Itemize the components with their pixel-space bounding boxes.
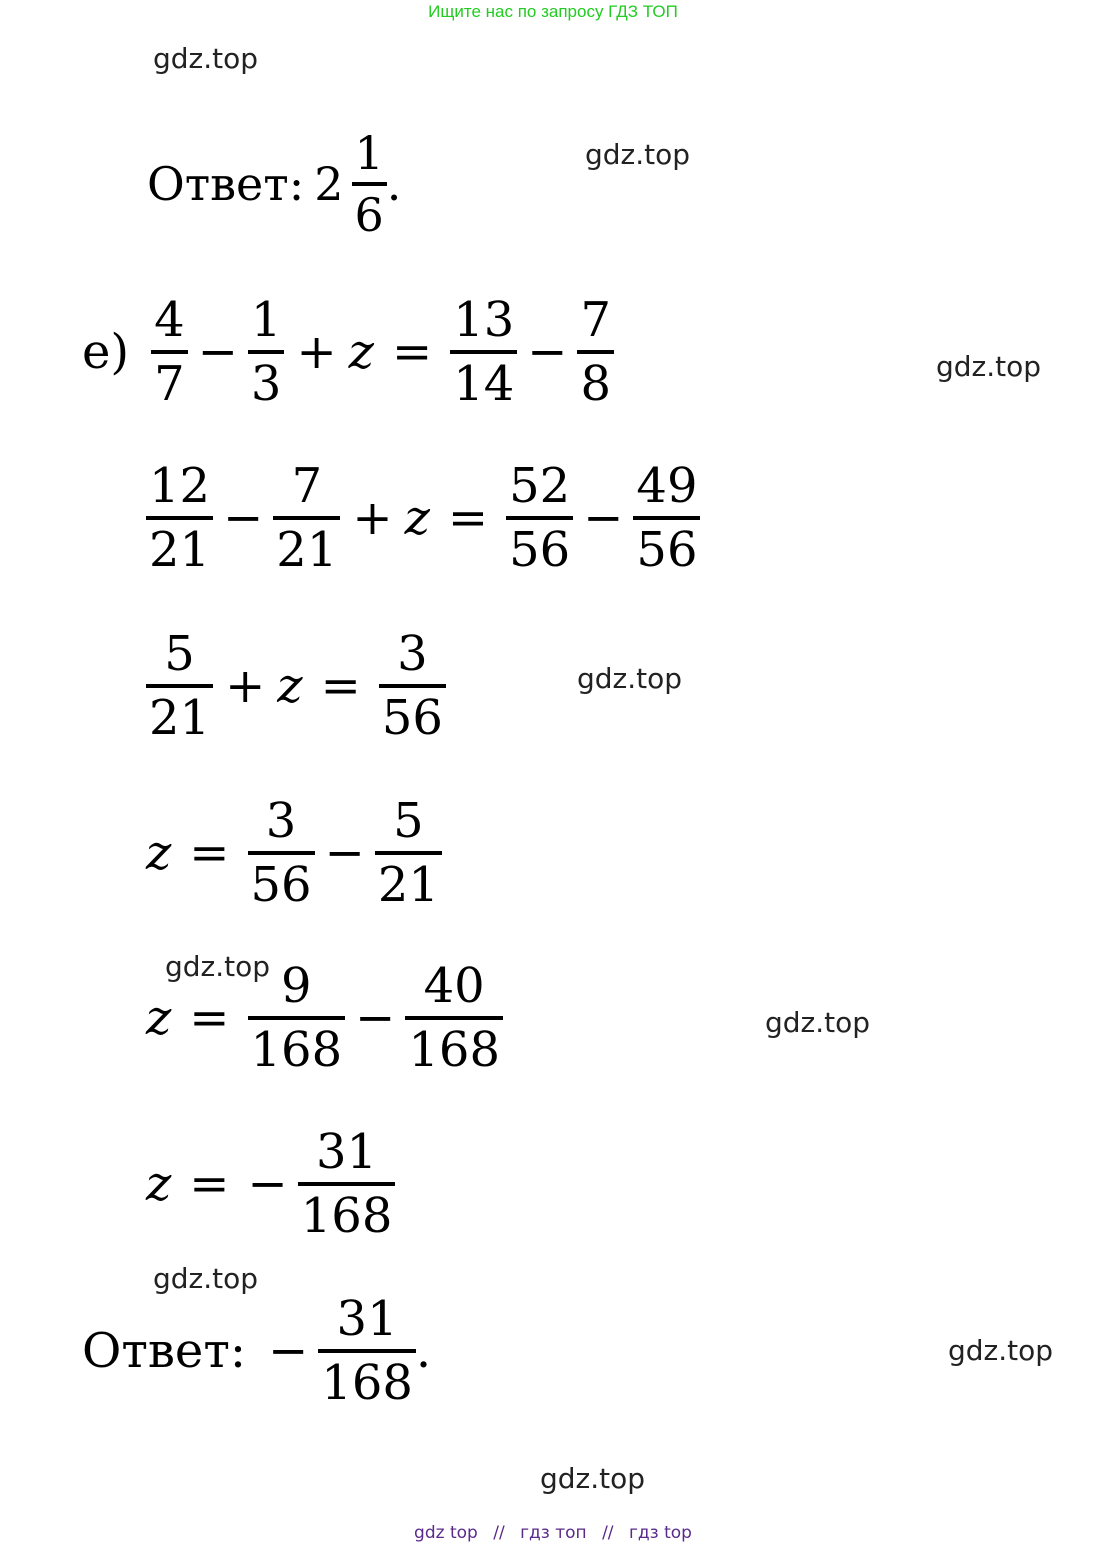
fraction <box>273 458 340 578</box>
plus-sign: + <box>225 658 266 714</box>
fraction-bar <box>633 516 700 520</box>
watermark: gdz.top <box>153 42 259 75</box>
numerator: 3 <box>265 793 297 849</box>
fraction <box>577 292 614 412</box>
equation-line-5 <box>146 958 503 1078</box>
fraction-bar <box>450 350 517 354</box>
fraction <box>298 1124 396 1244</box>
equals-sign: = <box>447 490 489 546</box>
fraction-bar <box>273 516 340 520</box>
minus-sign: − <box>324 825 365 881</box>
denominator: 56 <box>381 690 443 746</box>
numerator: 40 <box>423 958 485 1014</box>
denominator: 21 <box>276 522 338 578</box>
fraction-bar <box>248 350 285 354</box>
variable-z: z <box>146 1156 172 1212</box>
numerator: 5 <box>393 793 424 849</box>
footer-links <box>0 1523 1106 1543</box>
fraction-bar <box>577 350 614 354</box>
numerator: 1 <box>250 292 282 348</box>
denominator: 168 <box>408 1022 500 1078</box>
equation-line-1 <box>82 292 614 412</box>
fraction <box>151 292 188 412</box>
footer-link-gdz-top-ru[interactable]: гдз топ <box>520 1523 587 1543</box>
fraction <box>318 1291 416 1411</box>
fraction-bar <box>379 684 446 688</box>
numerator: 49 <box>636 458 698 514</box>
denominator: 6 <box>354 188 384 242</box>
watermark: gdz.top <box>540 1462 646 1495</box>
fraction <box>146 626 213 746</box>
numerator: 4 <box>154 292 185 348</box>
numerator: 13 <box>453 292 515 348</box>
denominator: 56 <box>509 522 571 578</box>
variable-z: z <box>348 324 374 380</box>
minus-sign: − <box>247 1156 288 1212</box>
watermark: gdz.top <box>165 950 271 983</box>
equation-line-4 <box>146 793 442 913</box>
fraction <box>248 292 285 412</box>
numerator: 52 <box>509 458 571 514</box>
numerator: 7 <box>291 458 323 514</box>
equals-sign: = <box>391 324 433 380</box>
answer-line-2 <box>82 1291 432 1411</box>
numerator: 3 <box>397 626 428 682</box>
denominator: 168 <box>250 1022 343 1078</box>
equals-sign: = <box>189 825 230 881</box>
denominator: 21 <box>149 522 211 578</box>
watermark: gdz.top <box>948 1334 1054 1367</box>
numerator: 12 <box>149 458 211 514</box>
fraction-bar <box>352 182 387 186</box>
fraction <box>379 626 446 746</box>
equation-line-2 <box>146 458 700 578</box>
fraction-bar <box>318 1349 416 1353</box>
numerator: 7 <box>580 292 612 348</box>
minus-sign: − <box>583 490 624 546</box>
denominator: 168 <box>321 1355 413 1411</box>
minus-sign: − <box>527 324 568 380</box>
variable-z: z <box>146 825 172 881</box>
numerator: 1 <box>354 126 384 180</box>
plus-sign: + <box>352 490 393 546</box>
footer-separator: // <box>493 1523 505 1543</box>
fraction-bar <box>248 851 315 855</box>
equation-line-3 <box>146 626 446 746</box>
period: . <box>415 1323 432 1379</box>
minus-sign: − <box>223 490 264 546</box>
numerator: 5 <box>164 626 195 682</box>
denominator: 21 <box>149 690 211 746</box>
denominator: 168 <box>300 1188 393 1244</box>
footer-link-gdz-top[interactable]: gdz top <box>414 1523 478 1543</box>
minus-sign: − <box>197 324 238 380</box>
fraction <box>405 958 503 1078</box>
variable-z: z <box>277 658 303 714</box>
answer-label: Ответ: <box>147 157 305 211</box>
fraction <box>375 793 442 913</box>
denominator: 14 <box>453 356 515 412</box>
minus-sign: − <box>268 1323 309 1379</box>
minus-sign: − <box>355 990 396 1046</box>
fraction <box>450 292 517 412</box>
watermark: gdz.top <box>577 662 683 695</box>
denominator: 7 <box>154 356 185 412</box>
fraction-bar <box>375 851 442 855</box>
fraction-bar <box>248 1016 346 1020</box>
fraction <box>248 958 346 1078</box>
equation-line-6 <box>146 1124 395 1244</box>
denominator: 56 <box>636 522 698 578</box>
denominator: 3 <box>250 356 282 412</box>
variable-z: z <box>146 990 172 1046</box>
fraction-bar <box>146 516 213 520</box>
fraction <box>506 458 573 578</box>
fraction-bar <box>146 684 213 688</box>
fraction-bar <box>151 350 188 354</box>
equals-sign: = <box>189 1156 230 1212</box>
plus-sign: + <box>296 324 337 380</box>
denominator: 8 <box>580 356 612 412</box>
fraction <box>633 458 700 578</box>
fraction-bar <box>506 516 573 520</box>
watermark: gdz.top <box>936 350 1042 383</box>
numerator: 31 <box>336 1291 398 1347</box>
period: . <box>386 157 402 211</box>
fraction <box>146 458 213 578</box>
equals-sign: = <box>320 658 361 714</box>
fraction <box>248 793 315 913</box>
numerator: 31 <box>316 1124 378 1180</box>
footer-link-gdz-top-mixed[interactable]: гдз top <box>628 1523 692 1543</box>
search-banner: Ищите нас по запросу ГДЗ ТОП <box>428 2 678 21</box>
numerator: 9 <box>281 958 312 1014</box>
answer-label: Ответ: <box>82 1323 247 1379</box>
watermark: gdz.top <box>153 1262 259 1295</box>
fraction-bar <box>405 1016 503 1020</box>
footer-separator: // <box>602 1523 614 1543</box>
equals-sign: = <box>189 990 230 1046</box>
denominator: 56 <box>250 857 312 913</box>
fraction <box>352 126 387 242</box>
fraction-bar <box>298 1182 396 1186</box>
variable-z: z <box>404 490 430 546</box>
watermark: gdz.top <box>765 1006 871 1039</box>
part-label: е) <box>82 324 130 380</box>
denominator: 21 <box>377 857 439 913</box>
watermark: gdz.top <box>585 138 691 171</box>
mixed-whole: 2 <box>314 157 344 211</box>
answer-line-1 <box>147 126 402 242</box>
